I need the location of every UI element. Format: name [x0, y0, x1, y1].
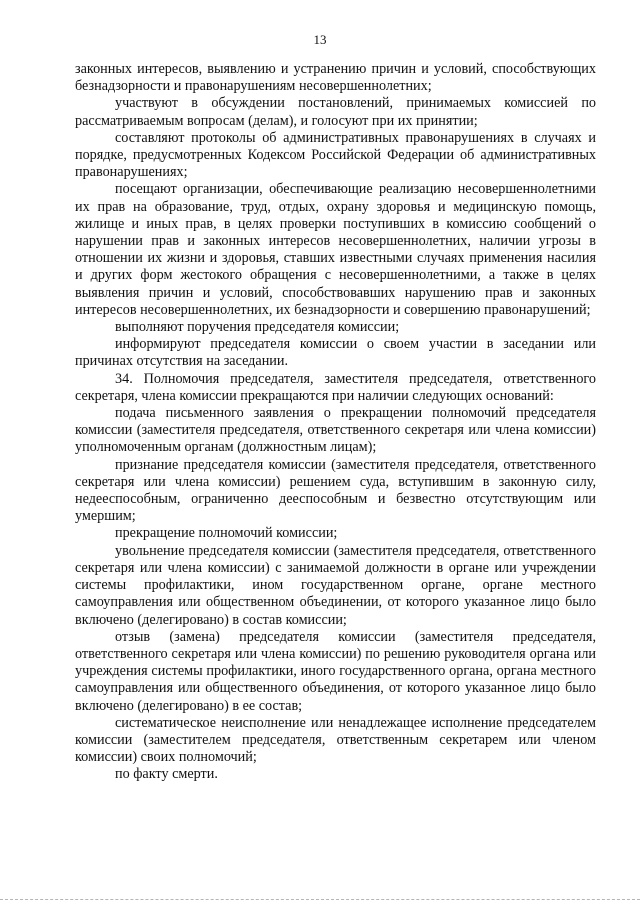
- paragraph-written-application: подача письменного заявления о прекращении полномочий председателя комиссии (заместителя председателя, ответственного секретаря или члена комиссии) уполномоченным органам (должностным лицам);: [75, 405, 596, 456]
- paragraph-systematic-failure: систематическое неисполнение или ненадлежащее исполнение председателем комиссии (заместителем председателя, ответственным секретарем или членом комиссии) своих полномочий;: [75, 714, 596, 766]
- paragraph-compile-protocols: составляют протоколы об административных правонарушениях в случаях и порядке, предусмотренных Кодексом Российской Федерации об административных правонарушениях;: [75, 129, 596, 181]
- paragraph-continuation: законных интересов, выявлению и устранению причин и условий, способствующих безнадзорности и правонарушениям несовершеннолетних;: [75, 61, 596, 95]
- paragraph-visit-organizations: посещают организации, обеспечивающие реализацию несовершеннолетними их прав на образование, труд, отдых, охрану здоровья и медицинскую помощь, жилище и иных прав, в целях проверки поступивших в комиссию сообщений о нарушении прав и законных интересов несовершеннолетних, наличии угрозы в отношении их жизни и здоровья, ставших известными случаях применения насилия и других форм жестокого обращения с несовершеннолетними, а также в целях выявления причин и условий, способствовавших нарушению прав и законных интересов несовершеннолетних, их безнадзорности и совершению правонарушений;: [75, 181, 596, 318]
- page-number: 13: [313, 32, 327, 47]
- paragraph-execute-orders: выполняют поручения председателя комиссии;: [115, 319, 400, 336]
- paragraph-recall: отзыв (замена) председателя комиссии (заместителя председателя, ответственного секретаря или члена комиссии) по решению руководителя органа или учреждения системы профилактики, иного государственного органа, органа местного самоуправления или общественного объединения, от которого указанное лицо было включено (делегировано) в ее состав;: [75, 628, 596, 714]
- paragraph-termination-commission: прекращение полномочий комиссии;: [115, 525, 338, 542]
- document-body: [75, 61, 596, 784]
- paragraph-dismissal: увольнение председателя комиссии (заместителя председателя, ответственного секретаря или члена комиссии) с занимаемой должности в органе или учреждении системы профилактики, ином государственном органе, органе местного самоуправления или общественном объединении, от которого указанное лицо было включено (делегировано) в состав комиссии;: [75, 542, 596, 628]
- paragraph-court-decision: признание председателя комиссии (заместителя председателя, ответственного секретаря или члена комиссии) решением суда, вступившим в законную силу, недееспособным, ограниченно дееспособным и безвестно отсутствующим или умершим;: [75, 456, 596, 525]
- paragraph-death: по факту смерти.: [115, 766, 218, 783]
- paragraph-participate-discussion: участвуют в обсуждении постановлений, принимаемых комиссией по рассматриваемым вопросам (делам), и голосуют при их принятии;: [75, 95, 596, 129]
- paragraph-inform-chairman: информируют председателя комиссии о своем участии в заседании или причинах отсутствия на заседании.: [75, 336, 596, 370]
- page-bottom-divider: [0, 899, 640, 900]
- paragraph-item-34: 34. Полномочия председателя, заместителя председателя, ответственного секретаря, члена комиссии прекращаются при наличии следующих оснований:: [75, 370, 596, 404]
